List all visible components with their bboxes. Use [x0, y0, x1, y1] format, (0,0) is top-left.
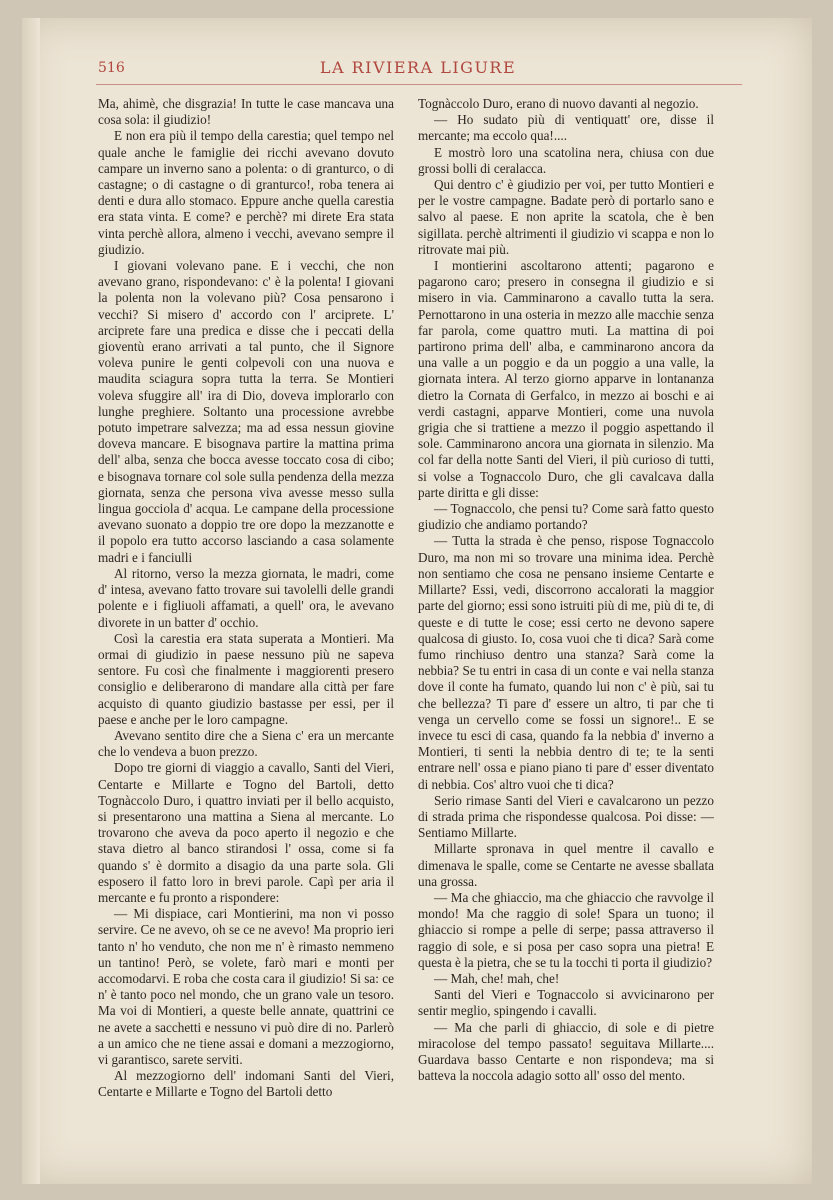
- paragraph: Serio rimase Santi del Vieri e cavalcarono un pezzo di strada prima che rispondesse qualcosa. Poi disse: — Sentiamo Millarte.: [418, 792, 714, 841]
- running-title: LA RIVIERA LIGURE: [319, 58, 517, 77]
- paragraph: Al mezzogiorno dell' indomani Santi del Vieri, Centarte e Millarte e Togno del Bartoli detto: [98, 1068, 394, 1100]
- paragraph: — Ma che ghiaccio, ma che ghiaccio che ravvolge il mondo! Ma che raggio di sole! Spara un tuono; il ghiaccio si rompe a pelle di serpe; passa attraverso il raggio di sole, e si posa per caso sopra una pietra! E questa è la pietra, che se tu la tocchi ti porta il giudizio?: [418, 889, 714, 970]
- paragraph: Millarte spronava in quel mentre il cavallo e dimenava le spalle, come se Centarte ne avesse sballata una grossa.: [418, 841, 714, 889]
- paragraph: I montierini ascoltarono attenti; pagarono e pagarono caro; presero in consegna il giudizio e si misero in via. Camminarono a cavallo tutta la sera. Pernottarono in una osteria in mezzo alle macchie senza far parola, come quattro muti. La mattina di poi partirono prima dell' alba, e camminarono ancora da una valle a un poggio e da un poggio a una valle, la giornata intera. Al terzo giorno apparve in lontananza dietro la Cornata di Gerfalco, in mezzo ai boschi e ai verdi castagni, apparve Montieri, come una nuvola grigia che si trattiene a mezzo il poggio aspettando il sole. Camminarono ancora una giornata in silenzio. Ma col far della notte Santi del Vieri, il più curioso di tutti, si volse a Tognaccolo Duro, che gli cavalcava dalla parte diritta e gli disse:: [418, 258, 714, 500]
- paragraph: Qui dentro c' è giudizio per voi, per tutto Montieri e per le vostre campagne. Badate però di portarlo sano e salvo al paese. E non aprite la scatola, che è ben sigillata. perchè altrimenti il giudizio vi scappa e non lo ritrovate mai più.: [418, 177, 714, 257]
- paragraph: I giovani volevano pane. E i vecchi, che non avevano grano, rispondevano: c' è la polenta! I giovani la polenta non la volevano più? Cosa pensarono i vecchi? Si misero d' accordo con l' arciprete. L' arciprete fare una predica e disse che i peccati della gioventù erano arrivati a tal punto, che il Signore voleva punire le genti colpevoli con una nuova e maudita sciagura sopra tutta la terra. Se Montieri voleva sfuggire all' ira di Dio, doveva implorarlo con lunghe preghiere. Soltanto una processione avrebbe potuto impetrare salvezza; ma ad essa nessun giovine doveva mancare. E bisognava partire la mattina prima dell' alba, senza che bocca avesse toccato cosa di cibo; e bisognava tornare col sole sulla pendenza della mezza giornata, senza che persona viva avesse messo sulla lingua gocciola d' acqua. Le campane della processione avevano suonato a doppio tre ore dopo la mezzanotte e il popolo era tutto accorso lasciando a casa solamente madri e i fanciulli: [98, 258, 394, 565]
- paragraph: Tognàccolo Duro, erano di nuovo davanti al negozio.: [418, 96, 699, 111]
- header-rule: [96, 84, 742, 85]
- paragraph: — Ma che parli di ghiaccio, di sole e di pietre miracolose del tempo passato! seguitava Millarte.... Guardava basso Centarte e non rispondeva; ma si batteva la noccola adagio sotto all' osso del mento.: [418, 1019, 714, 1084]
- paragraph: Avevano sentito dire che a Siena c' era un mercante che lo vendeva a buon prezzo.: [98, 727, 394, 760]
- paragraph: Dopo tre giorni di viaggio a cavallo, Santi del Vieri, Centarte e Millarte e Togno del Bartoli, detto Tognàccolo Duro, i quattro inviati per il bello acquisto, si presentarono una mattina a Siena al mercante. Lo trovarono che aveva da poco aperto il negozio e che stava dietro al banco stirandosi l' ossa, come si fa quando s' è dormito a disagio da una parte sola. Gli esposero il fatto loro in brevi parole. Capì per aria il mercante e fu pronto a rispondere:: [98, 760, 394, 905]
- paragraph: Così la carestia era stata superata a Montieri. Ma ormai di giudizio in paese nessuno più ne sapeva sentore. Fu così che finalmente i maggiorenti presero consiglio e deliberarono di mandare alla città per fare acquisto di quanto giudizio bastasse per essi, per il paese e anche per le loro campagne.: [98, 630, 394, 727]
- paragraph: Ma, ahimè, che disgrazia! In tutte le case mancava una cosa sola: il giudizio!: [98, 96, 394, 128]
- right-column: [418, 96, 714, 1084]
- paragraph: E mostrò loro una scatolina nera, chiusa con due grossi bolli di ceralacca.: [418, 144, 714, 176]
- paragraph: — Tutta la strada è che penso, rispose Tognaccolo Duro, ma non mi so trovare una minima idea. Perchè non sentiamo che cosa ne pensano insieme Centarte e Millarte? Essi, vedi, discorrono accalorati la maggior parte del giorno; essi sono istruiti più di me, più di te, di queste e di tutte le cose; essi certo ne devono sapere qualcosa di giusto. Io, cosa vuoi che ti dica? Sarà come fumo rinchiuso dentro una stanza? Sarà come la nebbia? Se tu entri in casa di un conte e vai nella stanza dove il conte ha fumato, quando lui non c' è più, sai tu che bellezza? Ti pare d' essere un altro, ti par che ti venga un cervello come se fossi un signore!.. E se invece tu esci di casa, quando fa la nebbia d' inverno a Montieri, ti senti la nebbia dentro di te; te la senti entrare nell' ossa e piano piano ti pare d' esser diventato di nebbia. Cos' altro vuoi che ti dica?: [418, 533, 714, 792]
- paragraph: — Mah, che! mah, che!: [434, 970, 560, 986]
- page-number: 516: [98, 60, 125, 76]
- paragraph: — Tognaccolo, che pensi tu? Come sarà fatto questo giudizio che andiamo portando?: [418, 501, 714, 533]
- page-edge-shadow: [22, 18, 40, 1184]
- paragraph: Al ritorno, verso la mezza giornata, le madri, come d' intesa, avevano fatto trovare sui tavolelli delle grandi polente e i figliuoli affamati, a quell' ora, le avevano divorete in un batter d' occhio.: [98, 565, 394, 630]
- paragraph: E non era più il tempo della carestia; quel tempo nel quale anche le famiglie dei ricchi avevano dovuto campare un inverno sano a polenta: o di granturco, o di castagne; o di castagne o di granturco!, roba tenera ai denti e dura allo stomaco. Eppure anche quella carestia era stata vinta. E come? e perchè? mi direte Era stata vinta perchè allora, almeno i vecchi, avevano sempre il giudizio.: [98, 128, 394, 257]
- paragraph: — Ho sudato più di ventiquatt' ore, disse il mercante; ma eccolo qua!....: [418, 112, 714, 144]
- left-column: [98, 96, 394, 1101]
- paragraph: — Mi dispiace, cari Montierini, ma non vi posso servire. Ce ne avevo, oh se ce ne avevo! Ma proprio ieri tanto n' ho venduto, che non me n' è rimasto nemmeno un tantino! Però, se volete, farò mari e monti per accomodarvi. E roba che costa cara il giudizio! Si sa: ce n' è tanto poco nel mondo, che un grano vale un tesoro. Ma voi di Montieri, a queste belle annate, quattrini ce ne avete a sacchetti e nessuno vi può dire di no. Parlerò a un amico che ne tiene assai e domani a mezzogiorno, vi garantisco, sarete serviti.: [98, 906, 394, 1067]
- page-header: [98, 48, 738, 76]
- paragraph: Santi del Vieri e Tognaccolo si avvicinarono per sentir meglio, spingendo i cavalli.: [418, 987, 714, 1019]
